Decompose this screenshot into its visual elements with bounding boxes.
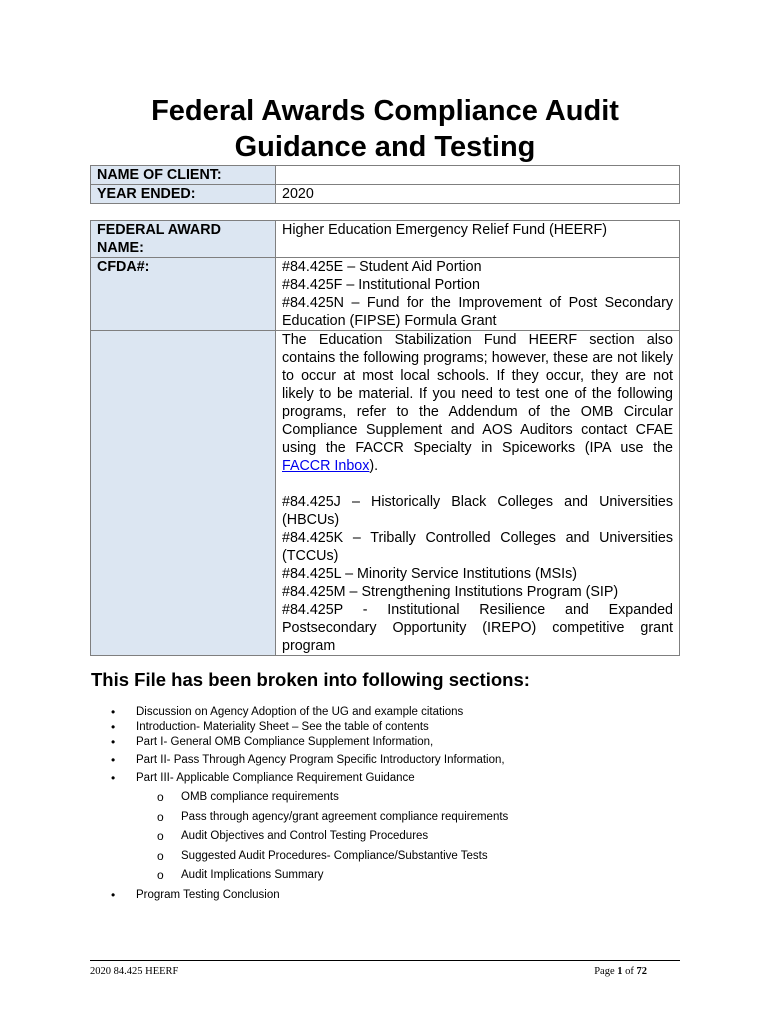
bullet: • xyxy=(111,735,116,749)
sub-item-text: Audit Objectives and Control Testing Procedures xyxy=(181,830,429,842)
cfda-line: #84.425F – Institutional Portion xyxy=(282,277,480,293)
client-name-label: NAME OF CLIENT: xyxy=(91,166,276,185)
list-item xyxy=(91,705,671,720)
program-line: #84.425P - Institutional Resilience and Expanded Postsecondary Opportunity (IREPO) competitive grant program xyxy=(282,602,673,654)
document-title xyxy=(0,93,770,165)
note-end: ). xyxy=(369,458,379,474)
note-paragraph xyxy=(282,331,673,475)
sub-bullet: o xyxy=(157,790,164,804)
program-line: #84.425L – Minority Service Institutions (MSIs) xyxy=(282,566,578,582)
list-item-text: Part I- General OMB Compliance Supplement Information, xyxy=(136,736,434,748)
faccr-inbox-link[interactable]: FACCR Inbox xyxy=(282,458,370,474)
bullet: • xyxy=(111,771,116,785)
year-ended-value: 2020 xyxy=(276,185,680,204)
footer-doc-id: 2020 84.425 HEERF xyxy=(90,966,179,977)
award-name-value: Higher Education Emergency Relief Fund (HEERF) xyxy=(276,221,680,258)
client-info-table xyxy=(90,165,680,204)
page-current: 1 xyxy=(617,966,623,977)
list-item-text: Introduction- Materiality Sheet – See the table of contents xyxy=(136,721,429,733)
program-line: #84.425K – Tribally Controlled Colleges and Universities (TCCUs) xyxy=(282,530,673,564)
cfda-line: #84.425N – Fund for the Improvement of Post Secondary Education (FIPSE) Formula Grant xyxy=(282,295,673,329)
sections-heading: This File has been broken into following sections: xyxy=(91,669,530,690)
note-text: The Education Stabilization Fund HEERF section also contains the following programs; however, these are not likely to occur at most local schools. If they occur, they are not likely to be material. If you need to test one of the following programs, refer to the Addendum of the OMB Circular Compliance Supplement and AOS Auditors contact CFAE using the FACCR Specialty in Spiceworks (IPA use the xyxy=(282,332,673,456)
sub-bullet: o xyxy=(157,829,164,843)
title-line-1: Federal Awards Compliance Audit xyxy=(151,95,619,127)
sub-item-text: Suggested Audit Procedures- Compliance/Substantive Tests xyxy=(181,849,488,862)
cfda-line: #84.425E – Student Aid Portion xyxy=(282,259,482,275)
list-item xyxy=(91,735,671,750)
list-item xyxy=(91,888,671,903)
list-item-text: Part III- Applicable Compliance Requirement Guidance xyxy=(136,772,415,784)
sub-item-text: Audit Implications Summary xyxy=(181,869,324,881)
blank-label-cell xyxy=(91,331,276,656)
sub-list-item xyxy=(91,790,671,805)
program-line: #84.425J – Historically Black Colleges and Universities (HBCUs) xyxy=(282,494,673,528)
footer-page-number xyxy=(594,966,647,977)
list-item-text: Program Testing Conclusion xyxy=(136,888,280,901)
award-name-label: FEDERAL AWARD NAME: xyxy=(91,221,276,258)
sub-item-text: OMB compliance requirements xyxy=(181,791,339,803)
program-line: #84.425M – Strengthening Institutions Program (SIP) xyxy=(282,584,619,600)
list-item-text: Part II- Pass Through Agency Program Specific Introductory Information, xyxy=(136,754,505,766)
sub-list-item xyxy=(91,810,671,825)
bullet: • xyxy=(111,887,116,902)
sub-list-item xyxy=(91,829,671,844)
sub-list xyxy=(91,790,671,883)
page-total: 72 xyxy=(636,966,647,977)
bullet: • xyxy=(111,705,116,719)
sections-list xyxy=(91,705,671,903)
award-info-table xyxy=(90,220,680,656)
bullet: • xyxy=(111,753,116,767)
sub-list-item xyxy=(91,849,671,864)
page-of: of xyxy=(625,966,634,977)
sub-bullet: o xyxy=(157,868,164,882)
sub-list-item xyxy=(91,868,671,883)
title-line-2: Guidance and Testing xyxy=(234,131,536,163)
sub-bullet: o xyxy=(157,809,164,824)
footer-rule xyxy=(90,960,680,961)
page-prefix: Page xyxy=(594,966,615,977)
list-item-text: Discussion on Agency Adoption of the UG and example citations xyxy=(136,706,464,718)
bullet: • xyxy=(111,720,116,734)
year-ended-label: YEAR ENDED: xyxy=(91,185,276,204)
client-name-value xyxy=(276,166,680,185)
sub-bullet: o xyxy=(157,848,164,863)
list-item xyxy=(91,753,671,768)
list-item xyxy=(91,771,671,883)
other-programs-cell xyxy=(276,331,680,656)
list-item xyxy=(91,720,671,735)
sub-item-text: Pass through agency/grant agreement compliance requirements xyxy=(181,810,509,823)
cfda-label: CFDA#: xyxy=(91,258,276,331)
cfda-values xyxy=(276,258,680,331)
